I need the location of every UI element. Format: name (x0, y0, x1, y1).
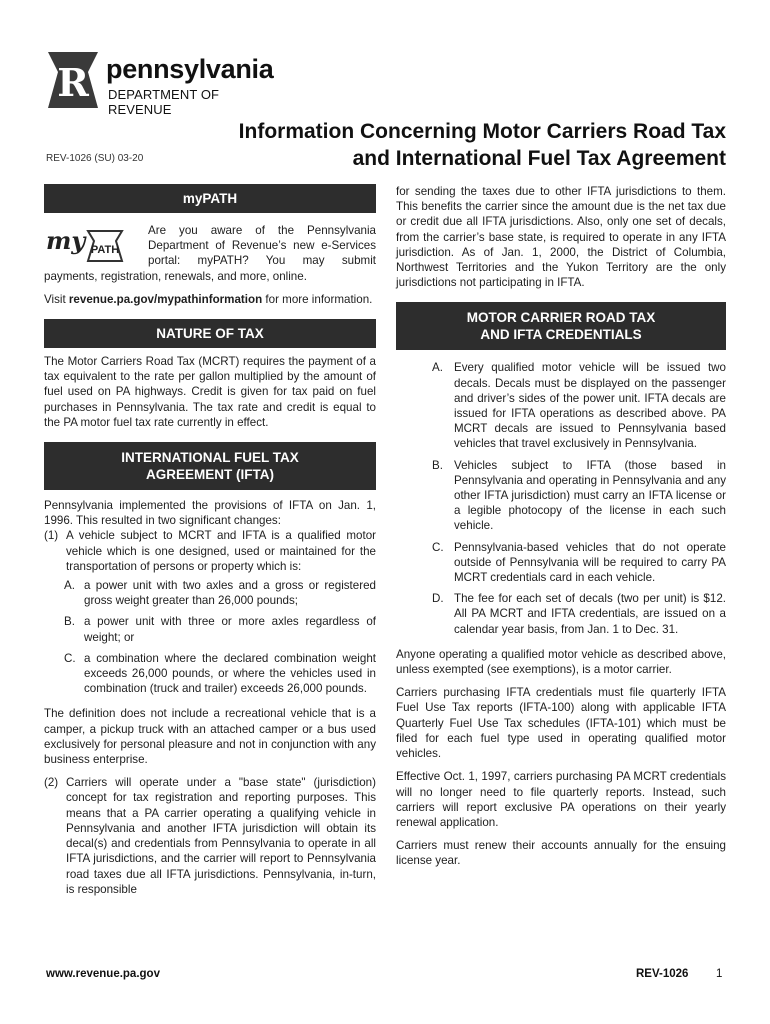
title-line-2: and International Fuel Tax Agreement (352, 147, 726, 170)
ifta-heading-line-1: INTERNATIONAL FUEL TAX (121, 450, 299, 466)
right-column (396, 184, 726, 869)
brand-name: pennsylvania (106, 54, 274, 84)
list-label: A. (432, 361, 443, 375)
mypath-visit (44, 292, 376, 307)
sub-text: a power unit with two axles and a gross or registered gross weight greater than 26,000 pounds; (84, 579, 376, 608)
mypath-link[interactable]: revenue.pa.gov/mypathinformation (68, 292, 263, 306)
ifta-heading (44, 442, 376, 490)
credentials-heading (396, 302, 726, 350)
ifta-sub-b (64, 614, 376, 644)
ifta-heading-line-2: AGREEMENT (IFTA) (146, 467, 274, 483)
credentials-heading-line-2: AND IFTA CREDENTIALS (480, 327, 642, 343)
ifta-reports-paragraph: Carriers purchasing IFTA credentials must file quarterly IFTA Fuel Use Tax reports (IFTA-100) along with applicable IFTA Quarterly Fuel Use Tax schedules (IFTA-101) which must be filed for each fuel type used in operating qualified motor vehicles. (396, 686, 726, 761)
credentials-heading-line-1: MOTOR CARRIER ROAD TAX (466, 310, 656, 326)
list-text: Pennsylvania-based vehicles that do not operate outside of Pennsylvania will be required to carry PA MCRT credentials card in each vehicle. (454, 540, 726, 585)
credentials-item-a (432, 360, 726, 451)
mypath-heading: myPATH (44, 184, 376, 213)
item-text: A vehicle subject to MCRT and IFTA is a qualified motor vehicle which is one designed, used or maintained for the transportation of persons or property which is: (66, 529, 376, 573)
nature-heading: NATURE OF TAX (44, 319, 376, 348)
list-text: Vehicles subject to IFTA (those based in Pennsylvania and operating in Pennsylvania and any other IFTA jurisdiction) must carry an IFTA license or a legible photocopy of the license in each such vehicle. (454, 458, 727, 533)
credentials-item-b (432, 458, 726, 534)
visit-suffix: for more information. (262, 292, 373, 306)
footer-url[interactable]: www.revenue.pa.gov (46, 968, 160, 980)
ifta-intro: Pennsylvania implemented the provisions of IFTA on Jan. 1, 1996. This resulted in two significant changes: (44, 499, 376, 528)
ifta-item-1 (44, 528, 376, 574)
left-column (44, 184, 376, 897)
list-label: B. (432, 458, 443, 472)
list-text: The fee for each set of decals (two per unit) is $12. All PA MCRT and IFTA credentials, are issued on a calendar year basis, from Jan. 1 to Dec. 31. (454, 592, 726, 636)
logo-letter: R (57, 60, 89, 105)
document-title (160, 118, 726, 172)
mypath-logo (44, 227, 144, 267)
ifta-sub-a (64, 578, 376, 608)
continuation-text: for sending the taxes due to other IFTA jurisdictions to them. This benefits the carrier since the amount due is the net tax due or credit due all IFTA jurisdictions. Also, only one set of decals, from the carrier’s base state, is required to operate in any IFTA jurisdiction. As of Jan. 1, 2000, the District of Columbia, Northwest Territories and the Yukon Territory are the only jurisdictions not participating in IFTA. (396, 185, 726, 290)
keystone-icon (44, 50, 102, 110)
form-number: REV-1026 (SU) 03-20 (46, 153, 144, 164)
mypath-logo-my: my (46, 226, 86, 255)
mypath-logo-path: PATH (90, 244, 120, 256)
footer-page-number: 1 (716, 968, 723, 980)
renewal-paragraph: Carriers must renew their accounts annually for the ensuing license year. (396, 839, 726, 868)
sub-label: B. (64, 615, 75, 629)
item-label: (1) (44, 529, 59, 543)
credentials-item-d (432, 591, 726, 637)
visit-prefix: Visit (44, 292, 69, 306)
list-text: Every qualified motor vehicle will be issued two decals. Decals must be displayed on the passenger and driver’s sides of the power unit. IFTA decals are issued for IFTA operations as described above. PA MCRT decals are issued to Pennsylvania based vehicles that travel exclusively in Pennsylvania. (454, 361, 726, 451)
item-label: (2) (44, 776, 59, 790)
department-name: DEPARTMENT OF REVENUE (108, 87, 220, 117)
item-text: Carriers will operate under a "base state" (jurisdiction) concept for tax registration and reporting purposes. This means that a PA carrier operating a qualifying vehicle in Pennsylvania and another IFTA jurisdiction will obtain its decal(s) and credentials from Pennsylvania to operate in all IFTA jurisdictions, and the carrier will report to Pennsylvania road taxes due all IFTA jurisdictions. Pennsylvania, in-turn, is responsible (66, 776, 376, 896)
ifta-item-2 (44, 775, 376, 897)
nature-text: The Motor Carriers Road Tax (MCRT) requires the payment of a tax equivalent to the rate per gallon multiplied by the amount of fuel used on PA highways. Credit is given for tax paid on fuel purchases in Pennsylvania. The tax rate and credit is equal to the PA motor fuel tax rate currently in effect. (44, 355, 376, 429)
pa-revenue-logo (44, 50, 284, 117)
list-label: C. (432, 540, 444, 554)
motor-carrier-paragraph: Anyone operating a qualified motor vehicle as described above, unless exempted (see exemptions), is a motor carrier. (396, 647, 726, 677)
mypath-keystone-icon (82, 227, 142, 265)
sub-text: a combination where the declared combination weight exceeds 26,000 pounds, or where the vehicles used in combination (truck and trailer) exceeds 26,000 pounds. (84, 651, 376, 696)
mypath-text: Are you aware of the Pennsylvania Department of Revenue’s new e-Services portal: myPATH? You may submit payments, registration, renewals, and more, online. (44, 224, 376, 283)
sub-text: a power unit with three or more axles regardless of weight; or (84, 615, 376, 644)
list-label: D. (432, 592, 444, 606)
footer-form-code: REV-1026 (636, 968, 689, 980)
credentials-item-c (432, 540, 726, 586)
mcrt-effective-paragraph: Effective Oct. 1, 1997, carriers purchasing PA MCRT credentials will no longer need to file quarterly reports. Instead, such carriers will report exclusive PA operations on their yearly renewal application. (396, 770, 726, 829)
sub-label: C. (64, 651, 76, 665)
sub-label: A. (64, 579, 75, 593)
ifta-sub-c (64, 651, 376, 697)
ifta-definition: The definition does not include a recreational vehicle that is a camper, a pickup truck with an attached camper or a bus used exclusively for personal pleasure and not in conjunction with any business enterprise. (44, 707, 376, 767)
mypath-section (44, 223, 376, 307)
title-line-1: Information Concerning Motor Carriers Road Tax (238, 120, 726, 143)
